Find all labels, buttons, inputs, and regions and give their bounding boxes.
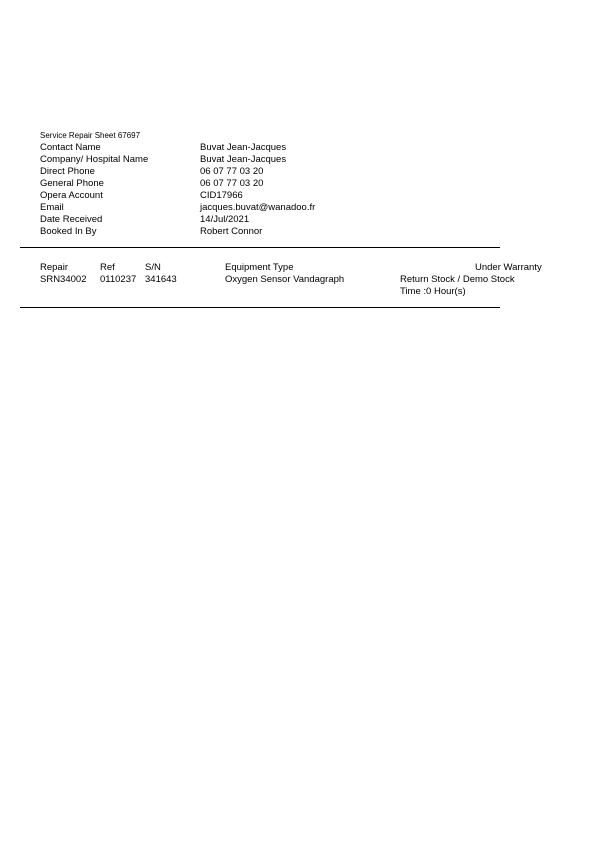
- general-phone-label: General Phone: [40, 178, 104, 189]
- direct-phone-label: Direct Phone: [40, 166, 95, 177]
- company-name-label: Company/ Hospital Name: [40, 154, 149, 165]
- booked-in-by-label: Booked In By: [40, 226, 97, 237]
- sheet-title: Service Repair Sheet 67697: [40, 131, 141, 140]
- date-received-value: 14/Jul/2021: [200, 214, 250, 225]
- email-value: jacques.buvat@wanadoo.fr: [200, 202, 316, 213]
- general-phone-value: 06 07 77 03 20: [200, 178, 264, 189]
- sn-column-header: S/N: [145, 262, 161, 273]
- serial-number: 341643: [145, 274, 177, 285]
- equipment-type-column-header: Equipment Type: [225, 262, 294, 273]
- repair-time: Time :0 Hour(s): [400, 286, 466, 297]
- date-received-label: Date Received: [40, 214, 103, 225]
- ref-column-header: Ref: [100, 262, 115, 273]
- email-label: Email: [40, 202, 64, 213]
- equipment-type: Oxygen Sensor Vandagraph: [225, 274, 345, 285]
- company-name-value: Buvat Jean-Jacques: [200, 154, 287, 165]
- stock-status: Return Stock / Demo Stock: [400, 274, 515, 285]
- booked-in-by-value: Robert Connor: [200, 226, 263, 237]
- under-warranty-column-header: Under Warranty: [475, 262, 542, 273]
- repair-number: SRN34002: [40, 274, 87, 285]
- opera-account-label: Opera Account: [40, 190, 103, 201]
- contact-name-value: Buvat Jean-Jacques: [200, 142, 287, 153]
- direct-phone-value: 06 07 77 03 20: [200, 166, 264, 177]
- bottom-divider: [20, 307, 500, 308]
- opera-account-value: CID17966: [200, 190, 243, 201]
- contact-name-label: Contact Name: [40, 142, 101, 153]
- top-divider: [20, 247, 500, 248]
- ref-number: 0110237: [100, 274, 137, 285]
- repair-column-header: Repair: [40, 262, 68, 273]
